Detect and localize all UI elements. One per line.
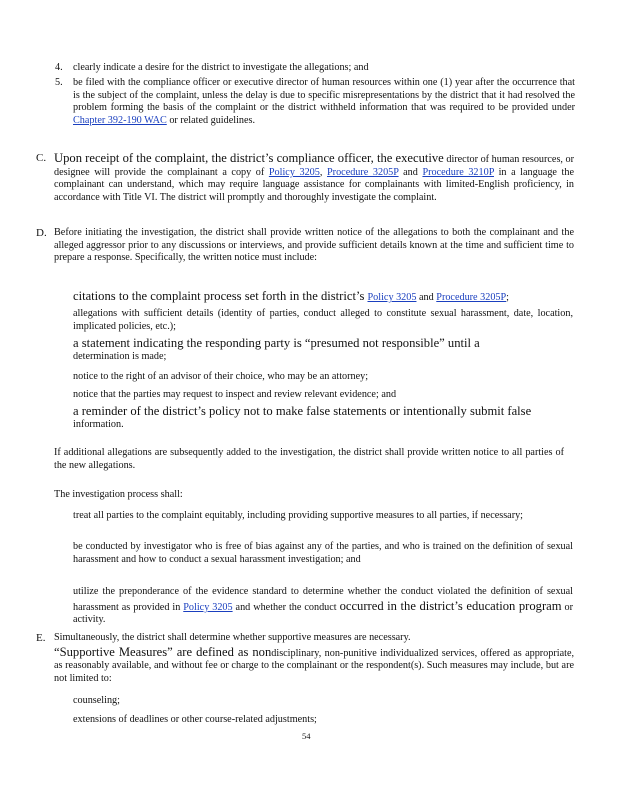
chapter-link[interactable]: Chapter 392-190 WAC <box>73 114 167 126</box>
list-item-text: be filed with the compliance officer or executive director of human resources within one (1) year after the occurrence that is the subject of the complaint, unless the delay is due to specific misrepresentations by the district that it had resolved the problem forming the basis of the complaint or the district withheld information that was required to be provided under Chapter 392-190 WAC or related guidelines. <box>73 77 575 126</box>
procedure-link[interactable]: Procedure 3210P <box>422 166 494 178</box>
bullet-item: counseling; <box>73 695 120 706</box>
policy-link[interactable]: Policy 3205 <box>367 292 417 303</box>
section-e-lead: “Supportive Measures” are defined as non <box>54 644 272 659</box>
section-letter: D. <box>36 227 47 239</box>
section-letter: C. <box>36 152 47 164</box>
bullet-item: a statement indicating the responding party is “presumed not responsible” until a determination is made; <box>73 336 480 362</box>
bullet-item: allegations with sufficient details (identity of parties, conduct alleged to constitute sexual harassment, date, location, implicated policies, etc.); <box>73 308 573 332</box>
section-d-paragraph: Before initiating the investigation, the district shall provide written notice of the allegations to both the complainant and the alleged aggressor prior to any discussions or interviews, and provide sufficient details known at the time and sufficient time to prepare a response. Specifically, the written notice must include: <box>54 227 574 264</box>
list-item-text: clearly indicate a desire for the district to investigate the allegations; and <box>73 62 369 73</box>
additional-allegations-paragraph: If additional allegations are subsequently added to the investigation, the district shall provide written notice to all parties of the new allegations. <box>54 447 564 471</box>
procedure-link[interactable]: Procedure 3205P <box>327 166 399 178</box>
page-number: 54 <box>302 731 311 741</box>
section-letter: E. <box>36 632 46 644</box>
section-c-lead: Upon receipt of the complaint, the district’s compliance officer, the executive <box>54 151 444 165</box>
process-item: utilize the preponderance of the evidence standard to determine whether the conduct violated the definition of sexual harassment as provided in Policy 3205 and whether the conduct occurred in the district’s education program or activity. <box>73 586 573 626</box>
process-item: be conducted by investigator who is free of bias against any of the parties, and who is trained on the definition of sexual harassment and how to conduct a sexual harassment investigation; and <box>73 541 573 565</box>
bullet-item: notice that the parties may request to inspect and review relevant evidence; and <box>73 389 397 400</box>
section-e-paragraph: Simultaneously, the district shall determine whether supportive measures are necessary. “Supportive Measures” are defined as nondisciplinary, non-punitive individualized services, offered as appropriate, as reasonably available, and without fee or charge to the complainant or the respondent(s). Such measures may include, but are not limited to: <box>54 632 575 684</box>
process-intro: The investigation process shall: <box>54 489 183 500</box>
list-number: 4. <box>55 62 63 73</box>
section-c-paragraph: Upon receipt of the complaint, the district’s compliance officer, the executive director of human resources, or designee will provide the complainant a copy of Policy 3205, Procedure 3205P and Procedure 3210P in a language the complainant can understand, which may require language assistance for complainants with limited-English proficiency, in accordance with Title VI. The district will promptly and thoroughly investigate the complaint. <box>54 151 575 203</box>
list-number: 5. <box>55 77 63 88</box>
policy-link[interactable]: Policy 3205 <box>268 166 320 178</box>
policy-link[interactable]: Policy 3205 <box>183 601 233 613</box>
bullet-item: notice to the right of an advisor of their choice, who may be an attorney; <box>73 371 369 382</box>
bullet-item: citations to the complaint process set forth in the district’s Policy 3205 and Procedure 3205P; <box>73 289 510 303</box>
procedure-link[interactable]: Procedure 3205P <box>436 292 507 303</box>
bullet-item: a reminder of the district’s policy not to make false statements or intentionally submit false information. <box>73 404 532 430</box>
process-item: treat all parties to the complaint equitably, including providing supportive measures to all parties, if necessary; <box>73 510 524 521</box>
bullet-item: extensions of deadlines or other course-related adjustments; <box>73 714 317 725</box>
